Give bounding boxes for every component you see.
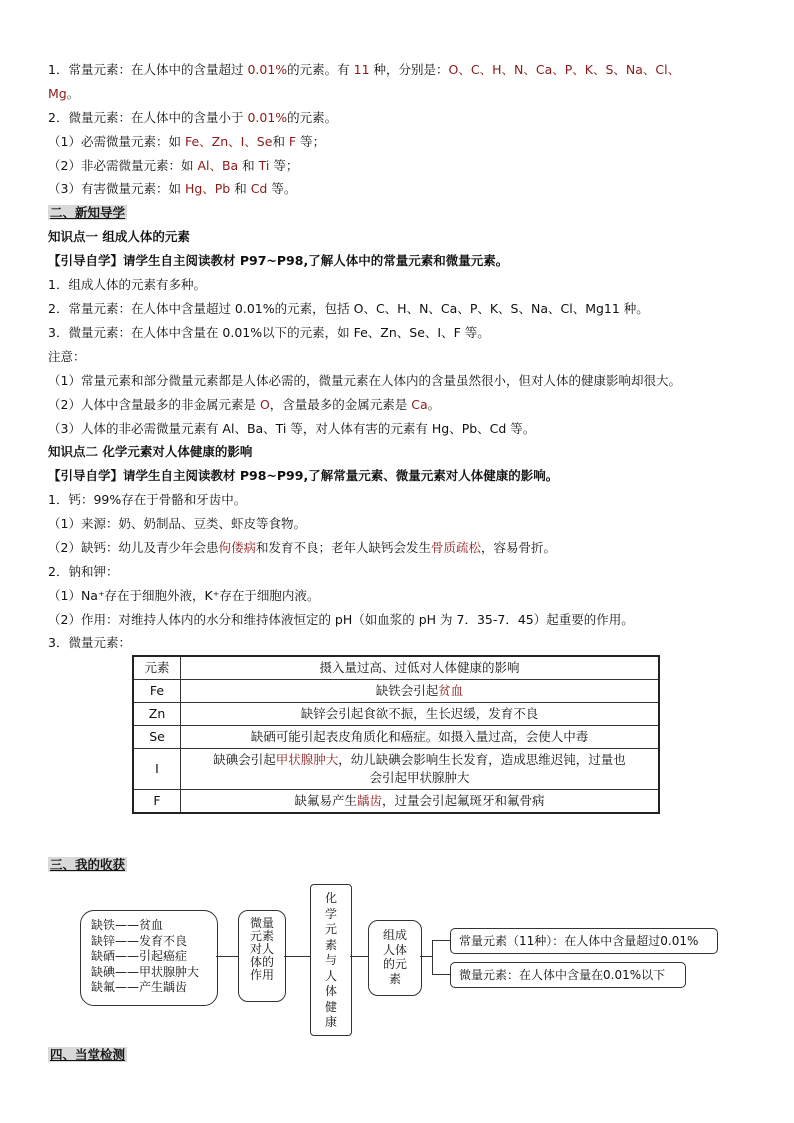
table-header-element: 元素 xyxy=(133,656,181,680)
intro-line-3: （1）必需微量元素：如 Fe、Zn、I、Se和 F 等； xyxy=(48,134,326,149)
para-1: 1．组成人体的元素有多种。 xyxy=(48,277,206,292)
micro-element-box: 微量元素：在人体中含量在0.01%以下 xyxy=(450,962,686,988)
para-2: 2．常量元素：在人体中含量超过 0.01%的元素，包括 O、C、H、N、Ca、P、K、S、Na、Cl、Mg11 种。 xyxy=(48,301,649,316)
note-1: （1）常量元素和部分微量元素都是人体必需的，微量元素在人体内的含量虽然很小，但对人体的健康影响却很大。 xyxy=(48,373,681,388)
list-item: 缺碘——甲状腺肿大 xyxy=(91,964,200,979)
table-row: F 缺氟易产生龋齿，过量会引起氟斑牙和氟骨病 xyxy=(133,790,659,814)
connector xyxy=(432,974,450,975)
connector xyxy=(350,956,368,957)
trace-heading: 3．微量元素： xyxy=(48,635,131,650)
table-row: Se 缺硒可能引起表皮角质化和癌症。如摄入量过高，会使人中毒 xyxy=(133,726,659,749)
note-2: （2）人体中含量最多的非金属元素是 O，含量最多的金属元素是 Ca。 xyxy=(48,397,441,412)
connector xyxy=(284,956,310,957)
section-4-title: 四、当堂检测 xyxy=(50,1047,126,1062)
intro-line-4: （2）非必需微量元素：如 Al、Ba 和 Ti 等； xyxy=(48,158,299,173)
intro-line-1b: Mg。 xyxy=(48,86,80,101)
knowledge-point-2: 知识点二 化学元素对人体健康的影响 xyxy=(48,444,253,459)
intro-line-1: 1．常量元素：在人体中的含量超过 0.01%的元素。有 11 种，分别是：O、C、H、N、Ca、P、K、S、Na、Cl、 xyxy=(48,62,681,77)
deficiency-list-box xyxy=(80,910,218,1006)
section-3-title: 三、我的收获 xyxy=(50,857,126,872)
note-label: 注意： xyxy=(48,349,86,364)
macro-element-box: 常量元素（11种）：在人体中含量超过0.01% xyxy=(450,928,718,954)
connector xyxy=(420,956,432,957)
para-3: 3．微量元素：在人体中含量在 0.01%以下的元素，如 Fe、Zn、Se、I、F 等。 xyxy=(48,325,490,340)
list-item: 缺氟——产生龋齿 xyxy=(91,980,188,994)
calcium-1: 1．钙：99%存在于骨骼和牙齿中。 xyxy=(48,492,247,507)
table-header-effect: 摄入量过高、过低对人体健康的影响 xyxy=(181,656,660,680)
main-topic-box: 化 学 元 素 与 人 体 健 康 xyxy=(310,884,352,1036)
knowledge-point-1: 知识点一 组成人体的元素 xyxy=(48,229,190,244)
calcium-2: （1）来源：奶、奶制品、豆类、虾皮等食物。 xyxy=(48,516,306,531)
list-item: 缺锌——发育不良 xyxy=(91,933,188,948)
table-row: I 缺碘会引起甲状腺肿大，幼儿缺碘会影响生长发育，造成思维迟钝，过量也 会引起甲状腺肿大 xyxy=(133,749,659,790)
composition-box: 组成 人体 的元 素 xyxy=(368,920,422,996)
table-row: Zn 缺锌会引起食欲不振，生长迟缓，发育不良 xyxy=(133,703,659,726)
list-item: 缺铁——贫血 xyxy=(91,918,164,932)
table-header-row xyxy=(133,656,659,680)
connector xyxy=(216,956,238,957)
note-3: （3）人体的非必需微量元素有 Al、Ba、Ti 等，对人体有害的元素有 Hg、Pb、Cd 等。 xyxy=(48,421,536,436)
connector xyxy=(432,940,433,974)
trace-element-table xyxy=(132,655,660,814)
role-box: 微量 元素 对人 体的 作用 xyxy=(238,910,286,1002)
connector xyxy=(432,940,450,941)
section-2-title: 二、新知导学 xyxy=(50,205,126,220)
sodium-2: （1）Na⁺存在于细胞外液，K⁺存在于细胞内液。 xyxy=(48,588,320,603)
sodium-1: 2．钠和钾： xyxy=(48,564,119,579)
table-row: Fe 缺铁会引起贫血 xyxy=(133,680,659,703)
intro-line-5: （3）有害微量元素：如 Hg、Pb 和 Cd 等。 xyxy=(48,181,297,196)
guide-2: 【引导自学】请学生自主阅读教材 P98~P99,了解常量元素、微量元素对人体健康的影响。 xyxy=(48,468,559,483)
list-item: 缺硒——引起癌症 xyxy=(91,949,188,963)
sodium-3: （2）作用：对维持人体内的水分和维持体液恒定的 pH（如血浆的 pH 为 7．35-7．45）起重要的作用。 xyxy=(48,612,634,627)
intro-line-2: 2．微量元素：在人体中的含量小于 0.01%的元素。 xyxy=(48,110,338,125)
guide-1: 【引导自学】请学生自主阅读教材 P97~P98,了解人体中的常量元素和微量元素。 xyxy=(48,253,509,268)
calcium-3: （2）缺钙：幼儿及青少年会患佝偻病和发育不良；老年人缺钙会发生骨质疏松，容易骨折。 xyxy=(48,540,557,555)
